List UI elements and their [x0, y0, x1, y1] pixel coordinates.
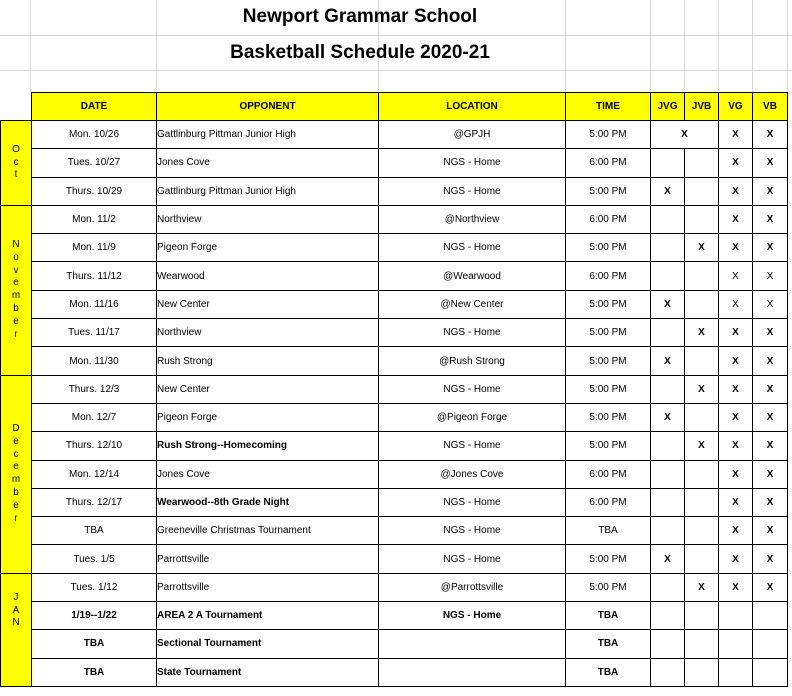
- location-cell: @New Center: [379, 290, 566, 318]
- jvg-cell: [651, 658, 685, 686]
- jvg-cell: [651, 602, 685, 630]
- opponent-cell: New Center: [157, 290, 379, 318]
- vb-header: VB: [753, 93, 788, 121]
- location-cell: @Pigeon Forge: [379, 403, 566, 431]
- vb-cell: X: [753, 177, 788, 205]
- vb-cell: X: [753, 488, 788, 516]
- jvg-header: JVG: [651, 93, 685, 121]
- vg-cell: X: [719, 177, 753, 205]
- table-row: [1, 545, 788, 573]
- vb-cell: [753, 658, 788, 686]
- jvb-cell: [685, 630, 719, 658]
- time-cell: 6:00 PM: [566, 262, 651, 290]
- date-cell: Thurs. 11/12: [32, 262, 157, 290]
- location-cell: NGS - Home: [379, 602, 566, 630]
- opponent-cell: Rush Strong: [157, 347, 379, 375]
- table-row: [1, 205, 788, 233]
- location-cell: NGS - Home: [379, 149, 566, 177]
- jvg-cell: X: [651, 177, 685, 205]
- opponent-cell: Wearwood: [157, 262, 379, 290]
- jvg-cell: [651, 205, 685, 233]
- opponent-cell: Rush Strong--Homecoming: [157, 432, 379, 460]
- jvg-cell: [651, 460, 685, 488]
- table-row: [1, 262, 788, 290]
- table-row: [1, 602, 788, 630]
- vg-cell: X: [719, 488, 753, 516]
- jvg-cell: X: [651, 290, 685, 318]
- location-cell: NGS - Home: [379, 375, 566, 403]
- time-cell: 6:00 PM: [566, 488, 651, 516]
- time-cell: 5:00 PM: [566, 573, 651, 601]
- vg-cell: X: [719, 262, 753, 290]
- date-cell: Mon. 11/9: [32, 234, 157, 262]
- location-cell: @Northview: [379, 205, 566, 233]
- table-row: [1, 149, 788, 177]
- vg-cell: X: [719, 545, 753, 573]
- jvg-cell: [651, 234, 685, 262]
- header-row: [1, 93, 788, 121]
- table-row: [1, 177, 788, 205]
- time-cell: TBA: [566, 658, 651, 686]
- table-row: [1, 488, 788, 516]
- opponent-cell: Sectional Tournament: [157, 630, 379, 658]
- date-cell: Thurs. 12/17: [32, 488, 157, 516]
- table-row: [1, 630, 788, 658]
- jvg-cell: [651, 432, 685, 460]
- vb-cell: X: [753, 517, 788, 545]
- date-cell: Thurs. 12/3: [32, 375, 157, 403]
- table-row: [1, 573, 788, 601]
- jvg-cell: [651, 573, 685, 601]
- jvg-cell: [651, 319, 685, 347]
- vg-cell: X: [719, 205, 753, 233]
- month-label-jan: J A N: [1, 573, 32, 686]
- jvg-cell: [651, 262, 685, 290]
- month-label-nov: N o v e m b e r: [1, 205, 32, 375]
- date-cell: Mon. 10/26: [32, 121, 157, 149]
- jvb-cell: [685, 545, 719, 573]
- month-header: [1, 93, 32, 121]
- vg-cell: X: [719, 573, 753, 601]
- date-cell: Tues. 1/12: [32, 573, 157, 601]
- opponent-header: OPPONENT: [157, 93, 379, 121]
- location-cell: NGS - Home: [379, 319, 566, 347]
- jvb-header: JVB: [685, 93, 719, 121]
- time-cell: TBA: [566, 517, 651, 545]
- vb-cell: X: [753, 573, 788, 601]
- vb-cell: X: [753, 460, 788, 488]
- vb-cell: X: [753, 375, 788, 403]
- jvb-cell: [685, 403, 719, 431]
- table-row: [1, 658, 788, 686]
- time-cell: 5:00 PM: [566, 432, 651, 460]
- vg-cell: [719, 602, 753, 630]
- date-cell: TBA: [32, 517, 157, 545]
- vg-cell: X: [719, 234, 753, 262]
- jvb-cell: [685, 602, 719, 630]
- table-row: [1, 234, 788, 262]
- jvb-cell: X: [685, 573, 719, 601]
- location-cell: @Wearwood: [379, 262, 566, 290]
- table-row: [1, 460, 788, 488]
- opponent-cell: Northview: [157, 205, 379, 233]
- vg-cell: X: [719, 149, 753, 177]
- location-header: LOCATION: [379, 93, 566, 121]
- vb-cell: X: [753, 262, 788, 290]
- vb-cell: X: [753, 149, 788, 177]
- vg-cell: [719, 658, 753, 686]
- jvg-cell: [651, 488, 685, 516]
- vb-cell: X: [753, 319, 788, 347]
- school-name: Newport Grammar School: [242, 6, 478, 27]
- time-cell: TBA: [566, 630, 651, 658]
- table-row: [1, 517, 788, 545]
- time-cell: TBA: [566, 602, 651, 630]
- table-row: [1, 432, 788, 460]
- vb-cell: X: [753, 290, 788, 318]
- opponent-cell: Parrottsville: [157, 573, 379, 601]
- vg-header: VG: [719, 93, 753, 121]
- time-cell: 5:00 PM: [566, 347, 651, 375]
- time-header: TIME: [566, 93, 651, 121]
- vg-cell: X: [719, 403, 753, 431]
- date-cell: Thurs. 10/29: [32, 177, 157, 205]
- time-cell: 5:00 PM: [566, 375, 651, 403]
- opponent-cell: Greeneville Christmas Tournament: [157, 517, 379, 545]
- jvb-cell: X: [685, 234, 719, 262]
- time-cell: 5:00 PM: [566, 121, 651, 149]
- time-cell: 5:00 PM: [566, 319, 651, 347]
- opponent-cell: Parrottsville: [157, 545, 379, 573]
- jvb-cell: [685, 658, 719, 686]
- vg-cell: X: [719, 319, 753, 347]
- location-cell: NGS - Home: [379, 432, 566, 460]
- time-cell: 5:00 PM: [566, 545, 651, 573]
- opponent-cell: Gattlinburg Pittman Junior High: [157, 177, 379, 205]
- opponent-cell: Wearwood--8th Grade Night: [157, 488, 379, 516]
- date-cell: Tues. 10/27: [32, 149, 157, 177]
- opponent-cell: Jones Cove: [157, 149, 379, 177]
- location-cell: NGS - Home: [379, 177, 566, 205]
- opponent-cell: Jones Cove: [157, 460, 379, 488]
- opponent-cell: Gattlinburg Pittman Junior High: [157, 121, 379, 149]
- vb-cell: X: [753, 234, 788, 262]
- vb-cell: X: [753, 205, 788, 233]
- jv-merged-cell: X: [651, 121, 719, 149]
- jvb-cell: X: [685, 375, 719, 403]
- jvb-cell: [685, 149, 719, 177]
- table-row: [1, 290, 788, 318]
- time-cell: 5:00 PM: [566, 234, 651, 262]
- vg-cell: [719, 630, 753, 658]
- jvb-cell: [685, 517, 719, 545]
- location-cell: NGS - Home: [379, 517, 566, 545]
- jvb-cell: [685, 347, 719, 375]
- vg-cell: X: [719, 432, 753, 460]
- jvb-cell: [685, 205, 719, 233]
- vb-cell: X: [753, 432, 788, 460]
- location-cell: @Rush Strong: [379, 347, 566, 375]
- time-cell: 5:00 PM: [566, 403, 651, 431]
- date-header: DATE: [32, 93, 157, 121]
- vg-cell: X: [719, 121, 753, 149]
- opponent-cell: Pigeon Forge: [157, 234, 379, 262]
- location-cell: @GPJH: [379, 121, 566, 149]
- table-row: [1, 375, 788, 403]
- vg-cell: X: [719, 375, 753, 403]
- vb-cell: X: [753, 403, 788, 431]
- date-cell: Mon. 12/14: [32, 460, 157, 488]
- month-label-oct: O c t: [1, 121, 32, 206]
- opponent-cell: Northview: [157, 319, 379, 347]
- month-label-dec: D e c e m b e r: [1, 375, 32, 573]
- vb-cell: [753, 630, 788, 658]
- opponent-cell: New Center: [157, 375, 379, 403]
- vg-cell: X: [719, 290, 753, 318]
- jvb-cell: [685, 262, 719, 290]
- vb-cell: X: [753, 545, 788, 573]
- vb-cell: [753, 602, 788, 630]
- jvb-cell: [685, 488, 719, 516]
- date-cell: Mon. 11/16: [32, 290, 157, 318]
- table-row: [1, 319, 788, 347]
- jvb-cell: X: [685, 432, 719, 460]
- date-cell: Tues. 11/17: [32, 319, 157, 347]
- location-cell: @Parrottsville: [379, 573, 566, 601]
- location-cell: NGS - Home: [379, 234, 566, 262]
- location-cell: NGS - Home: [379, 488, 566, 516]
- jvb-cell: [685, 177, 719, 205]
- vb-cell: X: [753, 347, 788, 375]
- schedule-table: [0, 92, 788, 687]
- jvg-cell: X: [651, 347, 685, 375]
- table-row: [1, 403, 788, 431]
- vg-cell: X: [719, 347, 753, 375]
- vg-cell: X: [719, 460, 753, 488]
- jvb-cell: [685, 290, 719, 318]
- jvg-cell: [651, 149, 685, 177]
- table-row: [1, 121, 788, 149]
- table-row: [1, 347, 788, 375]
- date-cell: TBA: [32, 630, 157, 658]
- date-cell: Thurs. 12/10: [32, 432, 157, 460]
- location-cell: @Jones Cove: [379, 460, 566, 488]
- location-cell: [379, 658, 566, 686]
- time-cell: 6:00 PM: [566, 205, 651, 233]
- jvg-cell: X: [651, 545, 685, 573]
- date-cell: TBA: [32, 658, 157, 686]
- date-cell: Tues. 1/5: [32, 545, 157, 573]
- date-cell: 1/19--1/22: [32, 602, 157, 630]
- jvg-cell: [651, 517, 685, 545]
- page-title: Basketball Schedule 2020-21: [230, 42, 490, 63]
- time-cell: 6:00 PM: [566, 149, 651, 177]
- opponent-cell: State Tournament: [157, 658, 379, 686]
- vb-cell: X: [753, 121, 788, 149]
- jvb-cell: X: [685, 319, 719, 347]
- jvb-cell: [685, 460, 719, 488]
- time-cell: 5:00 PM: [566, 177, 651, 205]
- opponent-cell: AREA 2 A Tournament: [157, 602, 379, 630]
- date-cell: Mon. 11/30: [32, 347, 157, 375]
- date-cell: Mon. 11/2: [32, 205, 157, 233]
- jvg-cell: [651, 375, 685, 403]
- time-cell: 6:00 PM: [566, 460, 651, 488]
- jvg-cell: [651, 630, 685, 658]
- jvg-cell: X: [651, 403, 685, 431]
- location-cell: [379, 630, 566, 658]
- date-cell: Mon. 12/7: [32, 403, 157, 431]
- location-cell: NGS - Home: [379, 545, 566, 573]
- vg-cell: X: [719, 517, 753, 545]
- time-cell: 5:00 PM: [566, 290, 651, 318]
- opponent-cell: Pigeon Forge: [157, 403, 379, 431]
